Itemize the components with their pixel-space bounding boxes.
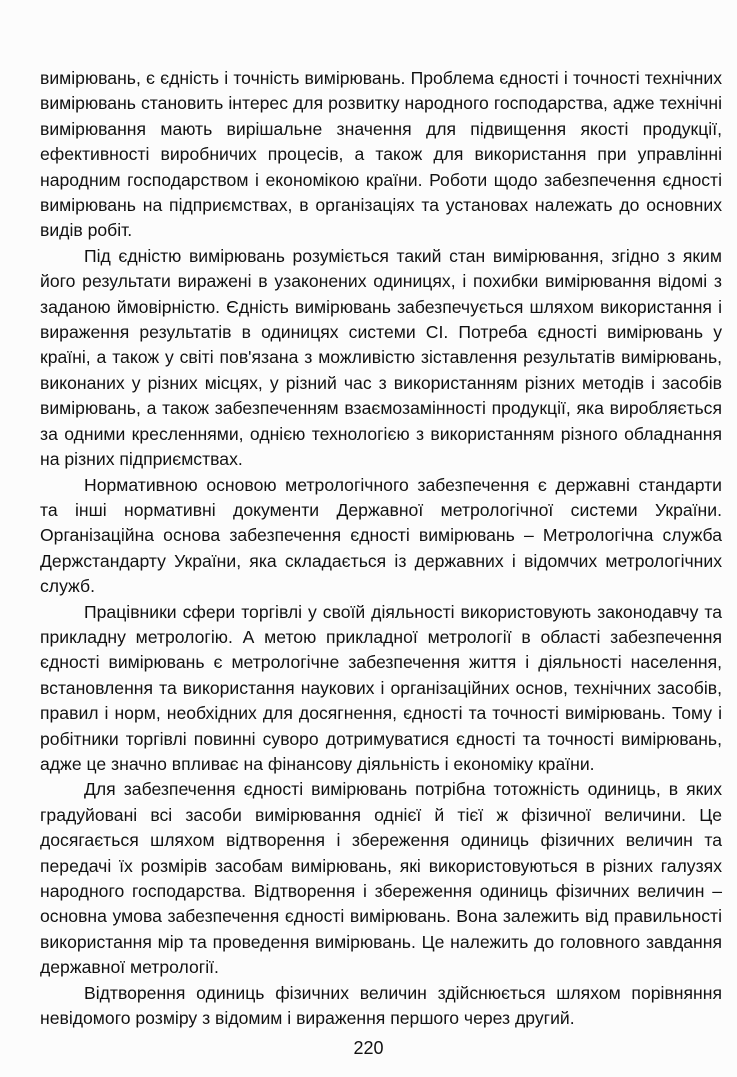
paragraph-unity-definition: Під єдністю вимірювань розуміється такий стан вимірювання, згідно з яким його результати виражені в узаконених одиницях, і похибки вимірювання відомі з заданою ймовірністю. Єдність вимірювань забезпечується шляхом використання і вираження результатів в одиницях системи СІ. Потреба єдності вимірювань у країні, а також у світі пов'язана з можливістю зіставлення результатів вимірювань, виконаних у різних місцях, у різний час з використанням різних методів і засобів вимірювань, а також забезпеченням взаємозамінності продукції, яка виробляється за одними кресленнями, однією технологією з використанням різного обладнання на різних підприємствах. xyxy=(40,245,722,470)
page-number: 220 xyxy=(353,1038,384,1058)
paragraph-normative-basis: Нормативною основою метрологічного забезпечення є державні стандарти та інші нормативні документи Державної метрологічної системи України. Організаційна основа забезпечення єдності вимірювань – Метрологічна служба Держстандарту України, яка складається із державних і відомчих метрологічних служб. xyxy=(40,474,722,597)
paragraph-reproduction: Відтворення одиниць фізичних величин здійснюється шляхом порівняння невідомого розміру з відомим і вираження першого через другий. xyxy=(40,982,722,1029)
paragraph-trade-workers: Працівники сфери торгівлі у своїй діяльності використовують законодавчу та прикладну метрологію. А метою прикладної метрології в області забезпечення єдності вимірювань є метрологічне забезпечення життя і діяльності населення, встановлення та використання наукових і організаційних основ, технічних засобів, правил і норм, необхідних для досягнення, єдності та точності вимірювань. Тому і робітники торгівлі повинні суворо дотримуватися єдності та точності вимірювань, адже це значно впливає на фінансову діяльність і економіку країни. xyxy=(40,601,722,774)
paragraph-unit-identity: Для забезпечення єдності вимірювань потрібна тотожність одиниць, в яких градуйовані всі засоби вимірювання однієї й тієї ж фізичної величини. Це досягається шляхом відтворення і збереження одиниць фізичних величин та передачі їх розмірів засобам вимірювань, які використовуються в різних галузях народного господарства. Відтворення і збереження одиниць фізичних величин – основна умова забезпечення єдності вимірювань. Вона залежить від правильності використання мір та проведення вимірювань. Це належить до головного завдання державної метрології. xyxy=(40,779,722,978)
paragraph-continuation: вимірювань, є єдність і точність вимірювань. Проблема єдності і точності технічних вимірювань становить інтерес для розвитку народного господарства, адже технічні вимірювання мають вирішальне значення для підвищення якості продукції, ефективності виробничих процесів, а також для використання при управлінні народним господарством і економікою країни. Роботи щодо забезпечення єдності вимірювань на підприємствах, в організаціях та установах належать до основних видів робіт. xyxy=(40,68,722,241)
body-text xyxy=(40,66,722,1031)
